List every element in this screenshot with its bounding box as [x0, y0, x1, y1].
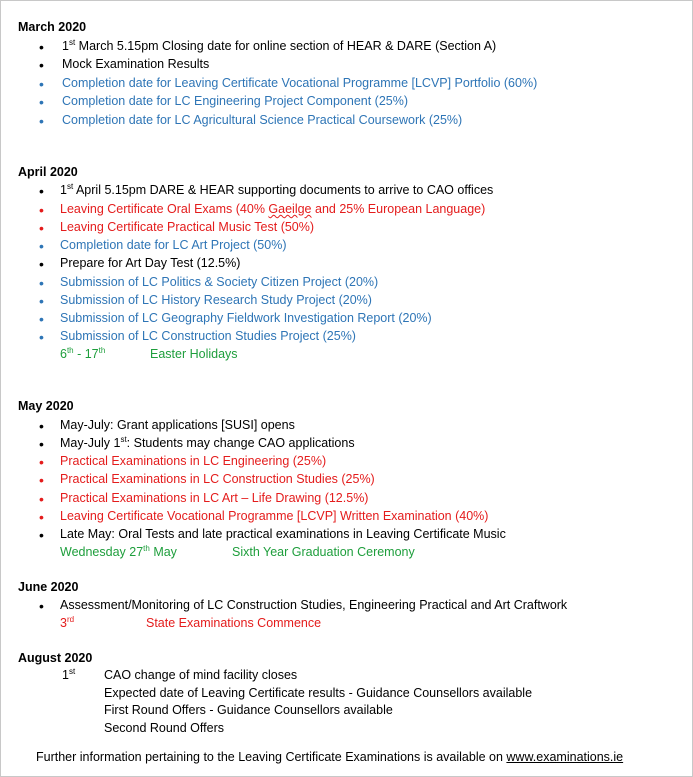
april-item-dare-hear-docs: 1st April 5.15pm DARE & HEAR supporting documents to arrive to CAO offices [60, 182, 494, 197]
april-item-politics-project: Submission of LC Politics & Society Citizen Project (20%) [60, 275, 379, 289]
easter-dates: 6th - 17th [60, 346, 106, 361]
examinations-link[interactable]: www.examinations.ie [506, 750, 624, 764]
march-item-mock-results: Mock Examination Results [62, 57, 210, 71]
may-item-oral-tests-music: Late May: Oral Tests and late practical examinations in Leaving Certificate Music [60, 527, 506, 541]
footer-note [36, 750, 623, 764]
april-heading: April 2020 [18, 165, 78, 179]
state-exams-date: 3rd [60, 615, 75, 630]
easter-holidays-label: Easter Holidays [150, 347, 238, 361]
state-exams-label: State Examinations Commence [146, 616, 322, 630]
march-heading: March 2020 [18, 20, 87, 34]
bullet-icon: • [39, 527, 44, 543]
april-item-art-day-test: Prepare for Art Day Test (12.5%) [60, 256, 241, 270]
graduation-label: Sixth Year Graduation Ceremony [232, 545, 415, 559]
march-item-hear-dare: 1st March 5.15pm Closing date for online section of HEAR & DARE (Section A) [62, 38, 497, 53]
april-item-music-test: Leaving Certificate Practical Music Test (50%) [60, 220, 315, 234]
august-heading: August 2020 [18, 651, 93, 665]
bullet-icon: • [39, 238, 44, 254]
august-line-second-round: Second Round Offers [104, 721, 224, 735]
bullet-icon: • [39, 39, 44, 55]
bullet-icon: • [39, 202, 44, 218]
may-heading: May 2020 [18, 399, 74, 413]
bullet-icon: • [39, 275, 44, 291]
bullet-icon: • [39, 509, 44, 525]
bullet-icon: • [39, 220, 44, 236]
april-item-history-project: Submission of LC History Research Study Project (20%) [60, 293, 372, 307]
bullet-icon: • [39, 329, 44, 345]
bullet-icon: • [39, 454, 44, 470]
footer-text: Further information pertaining to the Leaving Certificate Examinations is available on [36, 750, 507, 764]
bullet-icon: • [39, 436, 44, 452]
bullet-icon: • [39, 311, 44, 327]
bullet-icon: • [39, 183, 44, 199]
bullet-icon: • [39, 598, 44, 614]
may-item-art-life-drawing: Practical Examinations in LC Art – Life Drawing (12.5%) [60, 491, 369, 505]
april-item-construction-project: Submission of LC Construction Studies Project (25%) [60, 329, 356, 343]
may-item-engineering-practical: Practical Examinations in LC Engineering (25%) [60, 454, 327, 468]
april-item-geography-report: Submission of LC Geography Fieldwork Investigation Report (20%) [60, 311, 432, 325]
may-item-construction-practical: Practical Examinations in LC Construction Studies (25%) [60, 472, 375, 486]
bullet-icon: • [39, 113, 44, 129]
graduation-date: Wednesday 27th May [60, 544, 177, 559]
august-date: 1st [62, 667, 76, 682]
bullet-icon: • [39, 94, 44, 110]
bullet-icon: • [39, 57, 44, 73]
bullet-icon: • [39, 256, 44, 272]
august-line-cao-closes: CAO change of mind facility closes [104, 668, 298, 682]
august-line-first-round: First Round Offers - Guidance Counsellors available [104, 703, 393, 717]
bullet-icon: • [39, 472, 44, 488]
may-item-cao-change: May-July 1st: Students may change CAO applications [60, 435, 355, 450]
march-item-lcvp-portfolio: Completion date for Leaving Certificate Vocational Programme [LCVP] Portfolio (60%) [62, 76, 538, 90]
may-item-susi-grant: May-July: Grant applications [SUSI] opens [60, 418, 295, 432]
bullet-icon: • [39, 76, 44, 92]
april-item-oral-exams: Leaving Certificate Oral Exams (40% Gaeilge and 25% European Language) [60, 202, 486, 216]
march-item-agri-science: Completion date for LC Agricultural Science Practical Coursework (25%) [62, 113, 463, 127]
june-item-assessment: Assessment/Monitoring of LC Construction Studies, Engineering Practical and Art Craftwork [60, 598, 568, 612]
april-item-art-project: Completion date for LC Art Project (50%) [60, 238, 287, 252]
bullet-icon: • [39, 491, 44, 507]
june-heading: June 2020 [18, 580, 79, 594]
bullet-icon: • [39, 293, 44, 309]
may-item-lcvp-written: Leaving Certificate Vocational Programme [LCVP] Written Examination (40%) [60, 509, 489, 523]
march-item-engineering-project: Completion date for LC Engineering Project Component (25%) [62, 94, 409, 108]
august-line-results: Expected date of Leaving Certificate results - Guidance Counsellors available [104, 686, 533, 700]
bullet-icon: • [39, 418, 44, 434]
